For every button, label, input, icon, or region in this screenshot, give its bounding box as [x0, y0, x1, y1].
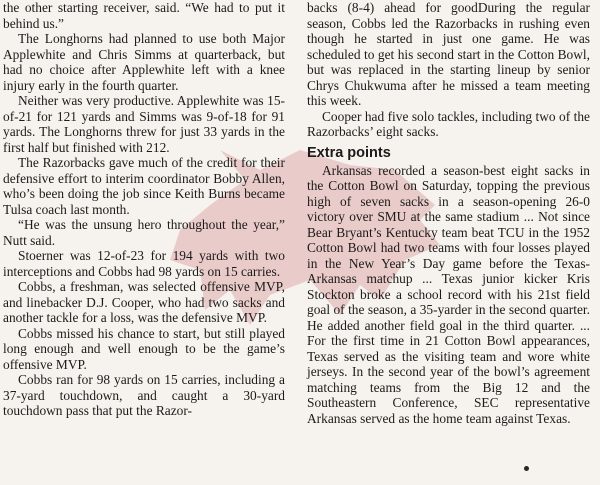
paragraph: The Razorbacks gave much of the credit for their defensive effort to interim coordinator Bobby Allen, who’s been doing the job since Keith Burns became Tulsa coach last month. — [3, 155, 285, 217]
paragraph: Stoerner was 12-of-23 for 194 yards with two interceptions and Cobbs had 98 yards on 15 carries. — [3, 248, 285, 279]
right-column — [307, 0, 590, 426]
left-column — [3, 0, 285, 419]
paragraph: “He was the unsung hero throughout the year,” Nutt said. — [3, 217, 285, 248]
paragraph: Neither was very productive. Applewhite was 15-of-21 for 121 yards and Simms was 9-of-18 for 91 yards. The Longhorns threw for just 33 yards in the first half but finished with 212. — [3, 93, 285, 155]
bullet-icon — [524, 466, 529, 471]
paragraph: Cobbs ran for 98 yards on 15 carries, including a 37-yard touchdown, and caught a 30-yard touchdown pass that put the Razor- — [3, 372, 285, 418]
paragraph: Cobbs, a freshman, was selected offensive MVP, and linebacker D.J. Cooper, who had two sacks and another tackle for a loss, was the defensive MVP. — [3, 279, 285, 325]
extra-points-heading: Extra points — [307, 144, 391, 161]
paragraph: Cooper had five solo tackles, including two of the Razorbacks’ eight sacks. — [307, 108, 590, 139]
paragraph: Cobbs missed his chance to start, but still played long enough and well enough to be the game’s offensive MVP. — [3, 325, 285, 372]
paragraph: the other starting receiver, said. “We had to put it behind us.” — [3, 0, 285, 31]
extra-points-paragraph: Arkansas recorded a season-best eight sacks in the Cotton Bowl on Saturday, topping the previous high of seven sacks in a season-opening 26-0 victory over SMU at the same stadium ... Not since Bear Bryant’s Kentucky team beat TCU in the 1952 Cotton Bowl had two teams with four losses played in the New Year’s Day game before the Texas-Arkansas matchup ... Texas junior kicker Kris Stockton broke a school record with his 21st field goal of the season, a 35-yarder in the second quarter. He added another field goal in the third quarter. ... For the first time in 21 Cotton Bowl appearances, Texas served as the visiting team and wore white jerseys. In the second year of the bowl’s agreement matching teams from the Big 12 and the Southeastern Conference, SEC representative Arkansas served as the home team against Texas. — [307, 162, 590, 426]
paragraph: The Longhorns had planned to use both Major Applewhite and Chris Simms at quarterback, but had no choice after Applewhite left with a knee injury early in the fourth quarter. — [3, 31, 285, 93]
paragraph: backs (8-4) ahead for goodDuring the regular season, Cobbs led the Razorbacks in rushing even though he started in just one game. He was scheduled to get his second start in the Cotton Bowl, but was replaced in the starting lineup by senior Chrys Chukwuma after he missed a team meeting this week. — [307, 0, 590, 108]
